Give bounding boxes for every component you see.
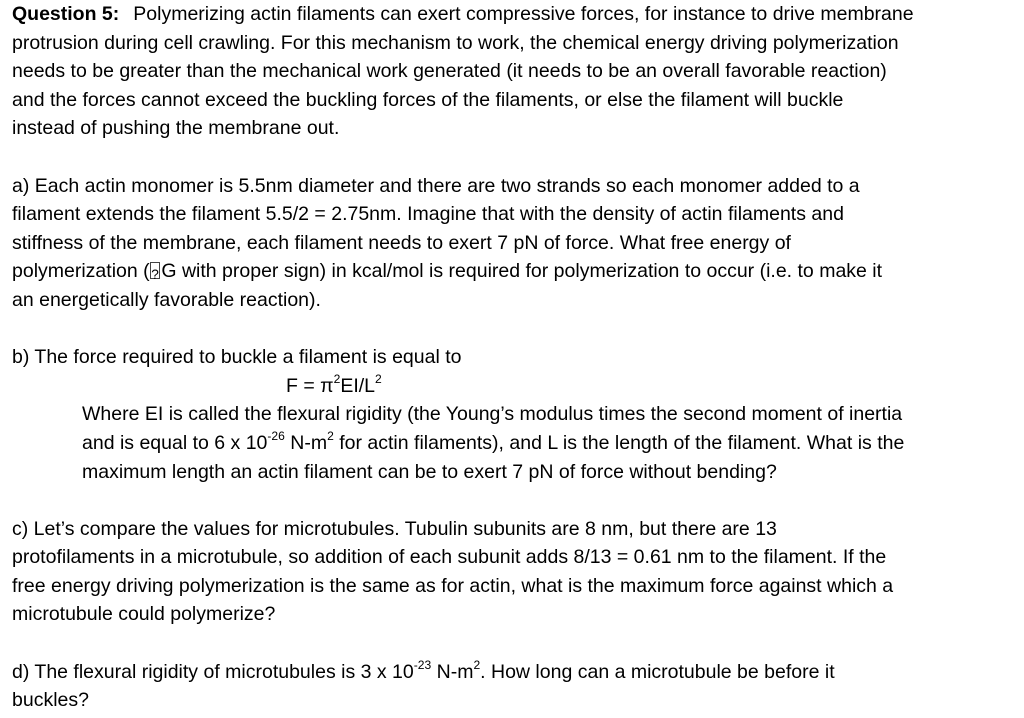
question-label: Question 5: [12, 3, 120, 25]
intro-line: needs to be greater than the mechanical work generated (it needs to be an overall favorable reaction) [12, 60, 887, 83]
intro-line: and the forces cannot exceed the buckling forces of the filaments, or else the filament will buckle [12, 88, 844, 111]
part-a [12, 172, 1016, 315]
part-d [12, 658, 1016, 715]
part-b-line: b) The force required to buckle a filament is equal to [12, 346, 462, 369]
part-c-line: protofilaments in a microtubule, so addition of each subunit adds 8/13 = 0.61 nm to the filament. If the [12, 546, 887, 569]
part-c-line: microtubule could polymerize? [12, 603, 276, 626]
part-b-where-line: maximum length an actin filament can be to exert 7 pN of force without bending? [82, 460, 777, 483]
missing-delta-glyph-icon [150, 262, 161, 279]
part-a-line: a) Each actin monomer is 5.5nm diameter and there are two strands so each monomer added to a [12, 174, 860, 197]
paragraph-gap [12, 486, 1016, 515]
paragraph-gap [12, 629, 1016, 658]
part-d-line: buckles? [12, 689, 89, 712]
paragraph-gap [12, 143, 1016, 172]
part-a-line: filament extends the filament 5.5/2 = 2.75nm. Imagine that with the density of actin filaments and [12, 203, 844, 226]
intro-line: instead of pushing the membrane out. [12, 117, 340, 140]
part-b-where-line: Where EI is called the flexural rigidity (the Young’s modulus times the second moment of inertia [82, 403, 903, 426]
question-intro [12, 0, 1016, 143]
problem-document [12, 0, 1016, 715]
part-c-line: c) Let’s compare the values for microtubules. Tubulin subunits are 8 nm, but there are 13 [12, 517, 777, 540]
intro-line: Question 5: Polymerizing actin filaments can exert compressive forces, for instance to drive membrane [12, 3, 914, 25]
part-a-line: polymerization (? G with proper sign) in kcal/mol is required for polymerization to occur (i.e. to make it [12, 257, 1016, 286]
part-b-where-line: and is equal to 6 x $10^{-26}$ $N-m^2$ for actin filaments), and L is the length of the filament. What is the [82, 428, 905, 454]
buckling-formula: $F = \pi^2EI/L^2$ [286, 371, 382, 397]
part-a-line: an energetically favorable reaction). [12, 288, 321, 311]
part-a-line: stiffness of the membrane, each filament needs to exert 7 pN of force. What free energy of [12, 231, 791, 254]
part-d-line: d) The flexural rigidity of microtubules is 3 x $10^{-23}$ $N-m^2$. How long can a microtubule be before it [12, 657, 835, 683]
paragraph-gap [12, 315, 1016, 344]
intro-line: protrusion during cell crawling. For this mechanism to work, the chemical energy driving polymerization [12, 31, 899, 54]
part-c-line: free energy driving polymerization is the same as for actin, what is the maximum force against which a [12, 574, 894, 597]
part-b [12, 343, 1016, 486]
part-c [12, 515, 1016, 629]
